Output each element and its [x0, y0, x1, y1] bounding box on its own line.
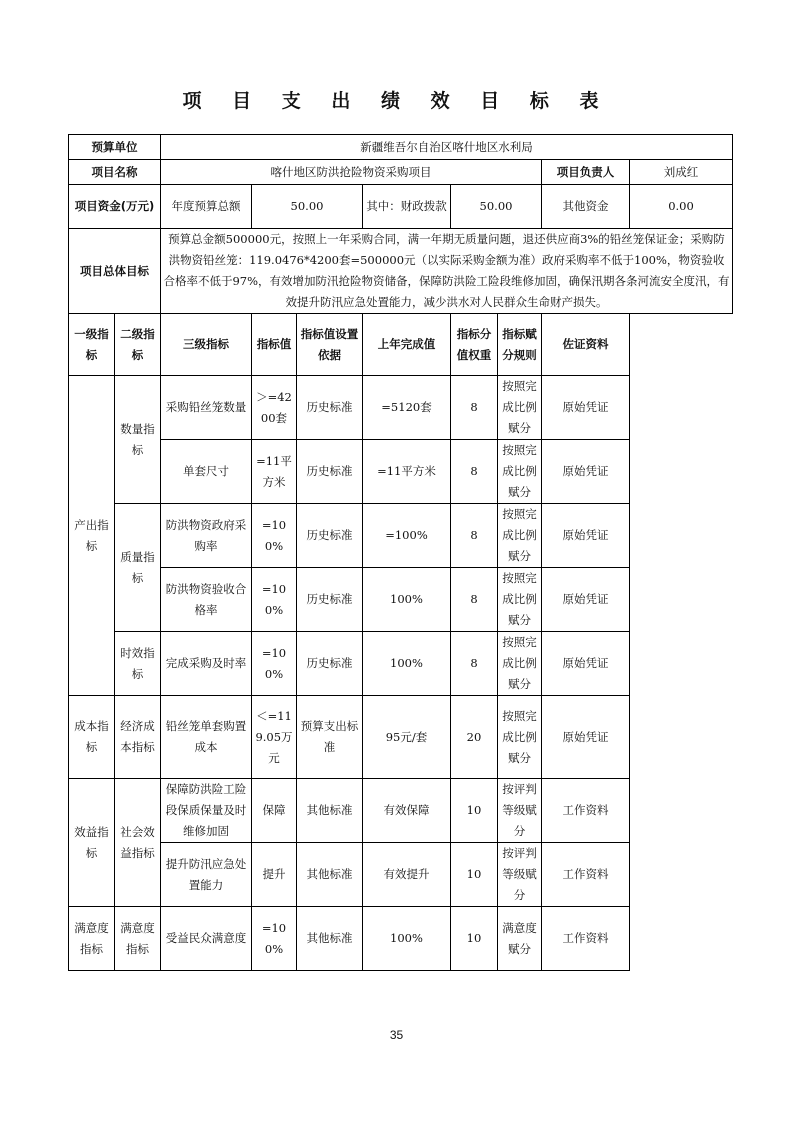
- cell-rule: 按照完成比例赋分: [498, 568, 542, 632]
- cell-weight: 8: [451, 440, 498, 504]
- cell-l3: 防洪物资政府采购率: [161, 504, 252, 568]
- cell-evidence: 工作资料: [542, 907, 630, 971]
- cell-evidence: 工作资料: [542, 779, 630, 843]
- table-row: [69, 696, 733, 779]
- header-level2: 二级指标: [115, 314, 161, 376]
- cell-l3: 受益民众满意度: [161, 907, 252, 971]
- goal-text: 预算总金额500000元，按照上一年采购合同，满一年期无质量问题，退还供应商3%的铅丝笼保证金；采购防洪物资铅丝笼：119.0476*4200套=500000元（以实际采购金额为准）政府采购率不低于100%，物资验收合格率不低于97%，有效增加防汛抢险物资储备，保障防洪险工险段维修加固，确保汛期各条河流安全度汛，有效提升防汛应急处置能力，减少洪水对人民群众生命财产损失。: [161, 229, 733, 314]
- other-funds-value: 0.00: [630, 185, 733, 229]
- cell-evidence: 原始凭证: [542, 504, 630, 568]
- cell-evidence: 原始凭证: [542, 440, 630, 504]
- cell-rule: 按照完成比例赋分: [498, 504, 542, 568]
- cell-value: 保障: [252, 779, 297, 843]
- cell-evidence: 原始凭证: [542, 568, 630, 632]
- cell-basis: 历史标准: [297, 568, 363, 632]
- cell-basis: 其他标准: [297, 907, 363, 971]
- cell-evidence: 原始凭证: [542, 632, 630, 696]
- cell-basis: 其他标准: [297, 779, 363, 843]
- cell-last: =100%: [363, 504, 451, 568]
- header-level3: 三级指标: [161, 314, 252, 376]
- cell-value: 提升: [252, 843, 297, 907]
- other-funds-label: 其他资金: [542, 185, 630, 229]
- cell-last: 有效提升: [363, 843, 451, 907]
- table-row: [69, 504, 733, 568]
- cell-last: 有效保障: [363, 779, 451, 843]
- cell-weight: 8: [451, 632, 498, 696]
- cell-basis: 预算支出标准: [297, 696, 363, 779]
- cell-l3: 铅丝笼单套购置成本: [161, 696, 252, 779]
- cell-basis: 其他标准: [297, 843, 363, 907]
- cell-weight: 10: [451, 907, 498, 971]
- group-cost: 成本指标: [69, 696, 115, 779]
- header-evidence: 佐证资料: [542, 314, 630, 376]
- cell-rule: 按评判等级赋分: [498, 843, 542, 907]
- header-weight: 指标分值权重: [451, 314, 498, 376]
- annual-budget-label: 年度预算总额: [161, 185, 252, 229]
- cell-weight: 8: [451, 504, 498, 568]
- table-row: [69, 907, 733, 971]
- table-row: [69, 440, 733, 504]
- goal-label: 项目总体目标: [69, 229, 161, 314]
- person-label: 项目负责人: [542, 160, 630, 185]
- project-name-label: 项目名称: [69, 160, 161, 185]
- cell-weight: 10: [451, 843, 498, 907]
- table-row: [69, 779, 733, 843]
- fiscal-label: 其中：财政拨款: [363, 185, 451, 229]
- group-social-benefit: 社会效益指标: [115, 779, 161, 907]
- cell-last: 100%: [363, 907, 451, 971]
- group-output: 产出指标: [69, 376, 115, 696]
- cell-last: 95元/套: [363, 696, 451, 779]
- person-value: 刘成红: [630, 160, 733, 185]
- header-level1: 一级指标: [69, 314, 115, 376]
- cell-evidence: 工作资料: [542, 843, 630, 907]
- cell-rule: 按照完成比例赋分: [498, 440, 542, 504]
- cell-value: =100%: [252, 504, 297, 568]
- cell-evidence: 原始凭证: [542, 376, 630, 440]
- group-economic-cost: 经济成本指标: [115, 696, 161, 779]
- cell-rule: 按照完成比例赋分: [498, 376, 542, 440]
- cell-l3: 防洪物资验收合格率: [161, 568, 252, 632]
- table-row: [69, 843, 733, 907]
- page-title: 项 目 支 出 绩 效 目 标 表: [182, 90, 611, 112]
- cell-l3: 提升防汛应急处置能力: [161, 843, 252, 907]
- cell-weight: 10: [451, 779, 498, 843]
- table-row: [69, 376, 733, 440]
- cell-l3: 单套尺寸: [161, 440, 252, 504]
- group-timeliness: 时效指标: [115, 632, 161, 696]
- cell-weight: 20: [451, 696, 498, 779]
- annual-budget-value: 50.00: [252, 185, 363, 229]
- cell-basis: 历史标准: [297, 504, 363, 568]
- cell-basis: 历史标准: [297, 632, 363, 696]
- cell-last: 100%: [363, 632, 451, 696]
- group-quality: 质量指标: [115, 504, 161, 632]
- cell-last: 100%: [363, 568, 451, 632]
- project-name-row: [69, 160, 733, 185]
- header-rule: 指标赋分规则: [498, 314, 542, 376]
- group-satisfaction-sub: 满意度指标: [115, 907, 161, 971]
- budget-unit-row: [69, 135, 733, 160]
- funds-label: 项目资金(万元): [69, 185, 161, 229]
- header-basis: 指标值设置依据: [297, 314, 363, 376]
- group-satisfaction: 满意度指标: [69, 907, 115, 971]
- cell-l3: 保障防洪险工险段保质保量及时维修加固: [161, 779, 252, 843]
- cell-basis: 历史标准: [297, 440, 363, 504]
- cell-value: ＜=119.05万元: [252, 696, 297, 779]
- cell-rule: 按评判等级赋分: [498, 779, 542, 843]
- cell-evidence: 原始凭证: [542, 696, 630, 779]
- project-name-value: 喀什地区防洪抢险物资采购项目: [161, 160, 542, 185]
- cell-l3: 采购铅丝笼数量: [161, 376, 252, 440]
- performance-table: [68, 134, 733, 971]
- cell-value: ＞=4200套: [252, 376, 297, 440]
- cell-basis: 历史标准: [297, 376, 363, 440]
- cell-l3: 完成采购及时率: [161, 632, 252, 696]
- table-row: [69, 568, 733, 632]
- cell-value: =100%: [252, 632, 297, 696]
- group-quantity: 数量指标: [115, 376, 161, 504]
- cell-rule: 满意度赋分: [498, 907, 542, 971]
- header-value: 指标值: [252, 314, 297, 376]
- page-number: 35: [389, 1028, 404, 1042]
- group-benefit: 效益指标: [69, 779, 115, 907]
- table-row: [69, 632, 733, 696]
- cell-last: =5120套: [363, 376, 451, 440]
- cell-value: =100%: [252, 568, 297, 632]
- header-row: [69, 314, 733, 376]
- header-last-year: 上年完成值: [363, 314, 451, 376]
- cell-rule: 按照完成比例赋分: [498, 696, 542, 779]
- cell-last: =11平方米: [363, 440, 451, 504]
- cell-value: =100%: [252, 907, 297, 971]
- cell-weight: 8: [451, 568, 498, 632]
- fiscal-value: 50.00: [451, 185, 542, 229]
- budget-unit-value: 新疆维吾尔自治区喀什地区水利局: [161, 135, 733, 160]
- cell-value: =11平方米: [252, 440, 297, 504]
- cell-rule: 按照完成比例赋分: [498, 632, 542, 696]
- cell-weight: 8: [451, 376, 498, 440]
- budget-unit-label: 预算单位: [69, 135, 161, 160]
- funds-row: [69, 185, 733, 229]
- goal-row: [69, 229, 733, 314]
